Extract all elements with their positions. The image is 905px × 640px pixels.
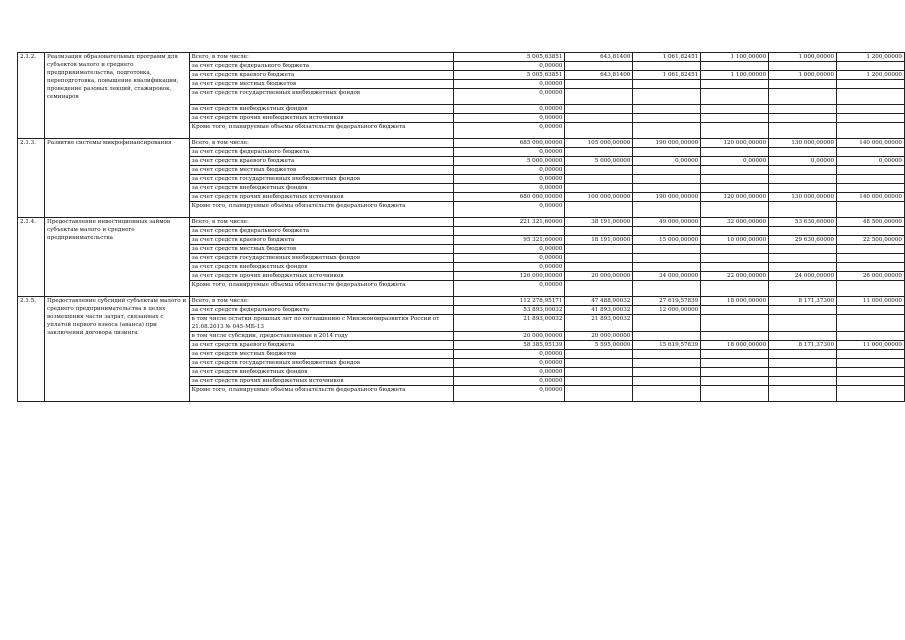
year-amount-cell: 11 000,00000: [837, 297, 905, 306]
year-amount-cell: [701, 89, 769, 105]
year-amount-cell: [565, 166, 633, 175]
year-amount-cell: [701, 263, 769, 272]
table-row: [18, 297, 905, 306]
year-amount-cell: [837, 386, 905, 402]
section-code: 2.1.4.: [18, 218, 45, 297]
total-amount-cell: 0,00000: [453, 175, 565, 184]
total-amount-cell: 221 321,60000: [453, 218, 565, 227]
year-amount-cell: [837, 105, 905, 114]
funding-source-label: за счет средств внебюджетных фондов: [189, 184, 453, 193]
year-amount-cell: [565, 114, 633, 123]
year-amount-cell: [701, 350, 769, 359]
year-amount-cell: [565, 123, 633, 139]
year-amount-cell: [565, 377, 633, 386]
year-amount-cell: [701, 114, 769, 123]
table-row: [18, 53, 905, 62]
year-amount-cell: [701, 377, 769, 386]
funding-source-label: за счет средств внебюджетных фондов: [189, 263, 453, 272]
funding-source-label: Кроме того, планируемые объемы обязательств федерального бюджета: [189, 123, 453, 139]
year-amount-cell: [633, 263, 701, 272]
section-code: 2.1.2.: [18, 53, 45, 139]
year-amount-cell: 190 000,00000: [633, 139, 701, 148]
total-amount-cell: 0,00000: [453, 80, 565, 89]
year-amount-cell: 10 000,00000: [701, 236, 769, 245]
year-amount-cell: [769, 368, 837, 377]
funding-source-label: Всего, в том числе:: [189, 139, 453, 148]
year-amount-cell: 1 100,00000: [701, 53, 769, 62]
year-amount-cell: 12 000,00000: [633, 306, 701, 315]
year-amount-cell: 32 000,00000: [701, 218, 769, 227]
year-amount-cell: [701, 359, 769, 368]
year-amount-cell: [701, 332, 769, 341]
year-amount-cell: [633, 350, 701, 359]
total-amount-cell: 5 005,63851: [453, 53, 565, 62]
funding-source-label: за счет средств прочих внебюджетных источников: [189, 272, 453, 281]
year-amount-cell: [701, 105, 769, 114]
year-amount-cell: [565, 359, 633, 368]
year-amount-cell: [633, 62, 701, 71]
funding-source-label: за счет средств местных бюджетов: [189, 80, 453, 89]
year-amount-cell: [769, 105, 837, 114]
year-amount-cell: [769, 306, 837, 315]
year-amount-cell: 8 171,37300: [769, 297, 837, 306]
year-amount-cell: [837, 62, 905, 71]
year-amount-cell: 130 000,00000: [769, 193, 837, 202]
total-amount-cell: 20 000,00000: [453, 332, 565, 341]
year-amount-cell: [769, 202, 837, 218]
year-amount-cell: 18 191,00000: [565, 236, 633, 245]
year-amount-cell: [837, 245, 905, 254]
total-amount-cell: 0,00000: [453, 202, 565, 218]
year-amount-cell: 190 000,00000: [633, 193, 701, 202]
total-amount-cell: 0,00000: [453, 263, 565, 272]
total-amount-cell: 95 321,60000: [453, 236, 565, 245]
funding-source-label: Кроме того, планируемые объемы обязательств федерального бюджета: [189, 281, 453, 297]
year-amount-cell: 53 630,60000: [769, 218, 837, 227]
year-amount-cell: 100 000,00000: [565, 193, 633, 202]
funding-source-label: за счет средств краевого бюджета: [189, 157, 453, 166]
year-amount-cell: 26 000,00000: [837, 272, 905, 281]
year-amount-cell: [701, 227, 769, 236]
year-amount-cell: [633, 245, 701, 254]
year-amount-cell: 1 000,00000: [769, 53, 837, 62]
year-amount-cell: [633, 359, 701, 368]
year-amount-cell: [565, 386, 633, 402]
year-amount-cell: 41 893,00032: [565, 306, 633, 315]
year-amount-cell: 48 500,00000: [837, 218, 905, 227]
year-amount-cell: [837, 202, 905, 218]
year-amount-cell: [701, 80, 769, 89]
year-amount-cell: [633, 368, 701, 377]
year-amount-cell: 130 000,00000: [769, 139, 837, 148]
year-amount-cell: 47 488,00032: [565, 297, 633, 306]
section-code: 2.1.5.: [18, 297, 45, 402]
section-title: Реализация образовательных программ для субъектов малого и среднего предпринимательства, подготовка, переподготовка, повышение квалификации, проведение разовых лекций, стажировок, семинаров: [44, 53, 189, 139]
year-amount-cell: [769, 80, 837, 89]
year-amount-cell: [633, 377, 701, 386]
funding-source-label: за счет средств внебюджетных фондов: [189, 105, 453, 114]
year-amount-cell: [565, 350, 633, 359]
funding-source-label: за счет средств местных бюджетов: [189, 166, 453, 175]
funding-source-label: за счет средств прочих внебюджетных источников: [189, 377, 453, 386]
year-amount-cell: 0,00000: [837, 157, 905, 166]
total-amount-cell: 0,00000: [453, 114, 565, 123]
year-amount-cell: [633, 386, 701, 402]
year-amount-cell: [701, 245, 769, 254]
year-amount-cell: 15 000,00000: [633, 236, 701, 245]
year-amount-cell: [769, 227, 837, 236]
year-amount-cell: 1 061,82451: [633, 71, 701, 80]
year-amount-cell: 1 100,00000: [701, 71, 769, 80]
year-amount-cell: [565, 263, 633, 272]
total-amount-cell: 0,00000: [453, 123, 565, 139]
funding-source-label: за счет средств федерального бюджета: [189, 306, 453, 315]
total-amount-cell: 0,00000: [453, 377, 565, 386]
year-amount-cell: 22 500,00000: [837, 236, 905, 245]
table-row: [18, 139, 905, 148]
funding-source-label: Всего, в том числе:: [189, 53, 453, 62]
year-amount-cell: 1 000,00000: [769, 71, 837, 80]
year-amount-cell: 15 619,57839: [633, 341, 701, 350]
total-amount-cell: 0,00000: [453, 62, 565, 71]
funding-source-label: за счет средств федерального бюджета: [189, 62, 453, 71]
year-amount-cell: [633, 254, 701, 263]
year-amount-cell: 20 000,00000: [565, 272, 633, 281]
year-amount-cell: 120 000,00000: [701, 193, 769, 202]
year-amount-cell: [837, 227, 905, 236]
year-amount-cell: [769, 245, 837, 254]
year-amount-cell: [769, 315, 837, 332]
year-amount-cell: 120 000,00000: [701, 139, 769, 148]
year-amount-cell: [769, 89, 837, 105]
total-amount-cell: [453, 227, 565, 236]
funding-source-label: за счет средств краевого бюджета: [189, 341, 453, 350]
year-amount-cell: [837, 377, 905, 386]
year-amount-cell: [633, 227, 701, 236]
year-amount-cell: [769, 166, 837, 175]
year-amount-cell: [701, 202, 769, 218]
year-amount-cell: [837, 166, 905, 175]
year-amount-cell: [701, 281, 769, 297]
year-amount-cell: [837, 315, 905, 332]
total-amount-cell: 0,00000: [453, 359, 565, 368]
funding-source-label: Всего, в том числе:: [189, 297, 453, 306]
total-amount-cell: 0,00000: [453, 350, 565, 359]
year-amount-cell: 49 000,00000: [633, 218, 701, 227]
year-amount-cell: [565, 245, 633, 254]
year-amount-cell: [701, 315, 769, 332]
year-amount-cell: [633, 281, 701, 297]
total-amount-cell: 126 000,00000: [453, 272, 565, 281]
year-amount-cell: 34 000,00000: [633, 272, 701, 281]
funding-source-label: за счет средств государственных внебюджетных фондов: [189, 254, 453, 263]
year-amount-cell: [701, 386, 769, 402]
year-amount-cell: [837, 368, 905, 377]
total-amount-cell: 0,00000: [453, 148, 565, 157]
year-amount-cell: [565, 184, 633, 193]
year-amount-cell: 5 000,00000: [565, 157, 633, 166]
year-amount-cell: [633, 105, 701, 114]
year-amount-cell: [701, 175, 769, 184]
total-amount-cell: 0,00000: [453, 386, 565, 402]
year-amount-cell: [701, 123, 769, 139]
section-title: Предоставление субсидий субъектам малого и среднего предпринимательства в целях возмещения части затрат, связанных с уплатой первого взноса (аванса) при заключении договора лизинга: [44, 297, 189, 402]
year-amount-cell: [633, 332, 701, 341]
funding-source-label: Кроме того, планируемые объемы обязательств федерального бюджета: [189, 386, 453, 402]
year-amount-cell: [837, 184, 905, 193]
year-amount-cell: 105 000,00000: [565, 139, 633, 148]
funding-source-label: за счет средств федерального бюджета: [189, 227, 453, 236]
funding-source-label: за счет средств местных бюджетов: [189, 350, 453, 359]
year-amount-cell: 1 061,82451: [633, 53, 701, 62]
total-amount-cell: 680 000,00000: [453, 193, 565, 202]
year-amount-cell: [837, 114, 905, 123]
year-amount-cell: [633, 123, 701, 139]
year-amount-cell: 22 000,00000: [701, 272, 769, 281]
year-amount-cell: [769, 123, 837, 139]
year-amount-cell: [565, 62, 633, 71]
year-amount-cell: [837, 359, 905, 368]
year-amount-cell: 38 191,00000: [565, 218, 633, 227]
total-amount-cell: 5 000,00000: [453, 157, 565, 166]
year-amount-cell: [633, 148, 701, 157]
total-amount-cell: 0,00000: [453, 89, 565, 105]
year-amount-cell: 20 000,00000: [565, 332, 633, 341]
year-amount-cell: 24 000,00000: [769, 272, 837, 281]
year-amount-cell: [633, 184, 701, 193]
funding-source-label: Всего, в том числе:: [189, 218, 453, 227]
year-amount-cell: [633, 166, 701, 175]
year-amount-cell: [837, 306, 905, 315]
year-amount-cell: 21 893,00032: [565, 315, 633, 332]
year-amount-cell: [769, 386, 837, 402]
section-title: Развитие системы микрофинансирования: [44, 139, 189, 218]
funding-source-label: за счет средств прочих внебюджетных источников: [189, 114, 453, 123]
year-amount-cell: [633, 202, 701, 218]
year-amount-cell: [837, 332, 905, 341]
year-amount-cell: [769, 350, 837, 359]
year-amount-cell: [837, 175, 905, 184]
year-amount-cell: 1 200,00000: [837, 71, 905, 80]
year-amount-cell: [837, 281, 905, 297]
year-amount-cell: [565, 368, 633, 377]
year-amount-cell: [837, 350, 905, 359]
year-amount-cell: [769, 359, 837, 368]
year-amount-cell: [565, 175, 633, 184]
total-amount-cell: 0,00000: [453, 368, 565, 377]
year-amount-cell: [701, 148, 769, 157]
year-amount-cell: [769, 175, 837, 184]
year-amount-cell: [769, 377, 837, 386]
total-amount-cell: 0,00000: [453, 281, 565, 297]
funding-source-label: за счет средств государственных внебюджетных фондов: [189, 89, 453, 105]
funding-table: [17, 52, 905, 402]
year-amount-cell: [633, 175, 701, 184]
total-amount-cell: 5 005,63851: [453, 71, 565, 80]
total-amount-cell: 0,00000: [453, 166, 565, 175]
year-amount-cell: 29 630,60000: [769, 236, 837, 245]
year-amount-cell: [769, 62, 837, 71]
year-amount-cell: 11 000,00000: [837, 341, 905, 350]
funding-source-label: за счет средств прочих внебюджетных источников: [189, 193, 453, 202]
total-amount-cell: 53 893,00032: [453, 306, 565, 315]
funding-source-label: за счет средств государственных внебюджетных фондов: [189, 359, 453, 368]
year-amount-cell: [837, 254, 905, 263]
year-amount-cell: [565, 80, 633, 89]
year-amount-cell: [633, 315, 701, 332]
year-amount-cell: [701, 166, 769, 175]
funding-source-label: Кроме того, планируемые объемы обязательств федерального бюджета: [189, 202, 453, 218]
year-amount-cell: 1 200,00000: [837, 53, 905, 62]
year-amount-cell: [769, 148, 837, 157]
total-amount-cell: 21 893,00032: [453, 315, 565, 332]
year-amount-cell: [565, 89, 633, 105]
year-amount-cell: [837, 89, 905, 105]
year-amount-cell: [837, 80, 905, 89]
year-amount-cell: [701, 306, 769, 315]
year-amount-cell: [633, 80, 701, 89]
year-amount-cell: [769, 254, 837, 263]
year-amount-cell: 0,00000: [769, 157, 837, 166]
funding-source-label: за счет средств внебюджетных фондов: [189, 368, 453, 377]
year-amount-cell: [769, 263, 837, 272]
funding-source-label: в том числе остатки прошлых лет по соглашению с Минэкономразвития России от 21.08.2013 № 045-МБ-13: [189, 315, 453, 332]
year-amount-cell: [565, 254, 633, 263]
total-amount-cell: 0,00000: [453, 254, 565, 263]
year-amount-cell: [769, 332, 837, 341]
year-amount-cell: 18 000,00000: [701, 341, 769, 350]
funding-source-label: за счет средств краевого бюджета: [189, 236, 453, 245]
funding-source-label: за счет средств местных бюджетов: [189, 245, 453, 254]
section-code: 2.1.3.: [18, 139, 45, 218]
year-amount-cell: [565, 105, 633, 114]
funding-source-label: за счет средств федерального бюджета: [189, 148, 453, 157]
year-amount-cell: 18 000,00000: [701, 297, 769, 306]
year-amount-cell: [701, 62, 769, 71]
year-amount-cell: 643,81400: [565, 53, 633, 62]
year-amount-cell: [701, 184, 769, 193]
year-amount-cell: [837, 263, 905, 272]
year-amount-cell: [565, 227, 633, 236]
year-amount-cell: [701, 254, 769, 263]
year-amount-cell: 0,00000: [633, 157, 701, 166]
year-amount-cell: [633, 114, 701, 123]
table-row: [18, 218, 905, 227]
year-amount-cell: [769, 114, 837, 123]
total-amount-cell: 58 385,95139: [453, 341, 565, 350]
funding-source-label: в том числе субсидии, предоставляемые в 2014 году: [189, 332, 453, 341]
year-amount-cell: [837, 123, 905, 139]
total-amount-cell: 685 000,00000: [453, 139, 565, 148]
total-amount-cell: 0,00000: [453, 105, 565, 114]
year-amount-cell: [633, 89, 701, 105]
year-amount-cell: 140 000,00000: [837, 139, 905, 148]
total-amount-cell: 0,00000: [453, 184, 565, 193]
section-title: Предоставление инвестиционных займов субъектам малого и среднего предпринимательства: [44, 218, 189, 297]
total-amount-cell: 112 278,95171: [453, 297, 565, 306]
year-amount-cell: 27 619,57839: [633, 297, 701, 306]
year-amount-cell: 5 595,00000: [565, 341, 633, 350]
year-amount-cell: [769, 281, 837, 297]
year-amount-cell: [565, 281, 633, 297]
year-amount-cell: [565, 148, 633, 157]
year-amount-cell: [701, 368, 769, 377]
year-amount-cell: [769, 184, 837, 193]
year-amount-cell: 643,81400: [565, 71, 633, 80]
total-amount-cell: 0,00000: [453, 245, 565, 254]
year-amount-cell: 8 171,37300: [769, 341, 837, 350]
funding-source-label: за счет средств государственных внебюджетных фондов: [189, 175, 453, 184]
year-amount-cell: [565, 202, 633, 218]
year-amount-cell: 140 000,00000: [837, 193, 905, 202]
year-amount-cell: 0,00000: [701, 157, 769, 166]
funding-source-label: за счет средств краевого бюджета: [189, 71, 453, 80]
year-amount-cell: [837, 148, 905, 157]
